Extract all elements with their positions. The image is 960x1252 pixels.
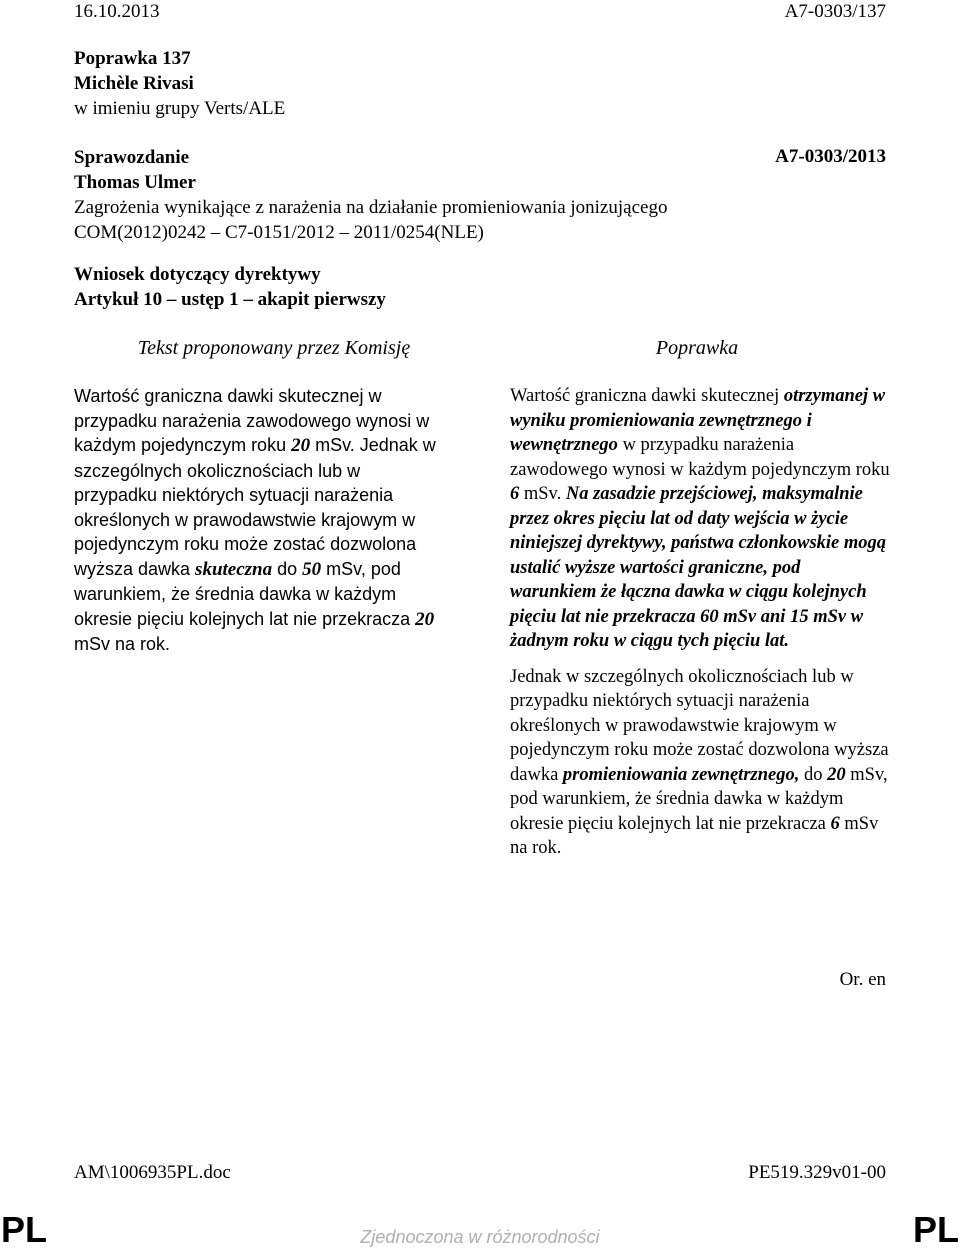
amendment-paragraph-1 (510, 384, 890, 654)
header-date: 16.10.2013 (74, 1, 160, 22)
proposal-line-1: Wniosek dotyczący dyrektywy (74, 264, 321, 285)
text-run: do (799, 764, 828, 785)
text-run: mSv. Jednak w szczególnych okolicznościach lub w przypadku niektórych sytuacji narażenia określonych w prawodawstwie krajowym w pojedynczym roku może zostać dozwolona wyższa dawka (74, 435, 436, 579)
text-run: Wartość graniczna dawki skutecznej (510, 386, 784, 406)
text-run: mSv na rok. (510, 813, 879, 858)
text-run: Wartość graniczna dawki skutecznej w przypadku narażenia zawodowego wynosi w każdym pojedynczym roku (74, 386, 430, 455)
text-run-bold-italic: promieniowania zewnętrznego, (562, 764, 800, 785)
proposal-block (74, 262, 386, 312)
amendment-paragraph-2 (510, 665, 890, 861)
text-run-bold-italic: 6 (510, 484, 520, 504)
report-block (74, 145, 886, 245)
report-subject: Zagrożenia wynikające z narażenia na działanie promieniowania jonizującego (74, 197, 668, 218)
language-code-left: PL (1, 1209, 48, 1250)
header-reference: A7-0303/137 (784, 1, 886, 22)
report-procedure: COM(2012)0242 – C7-0151/2012 – 2011/0254(NLE) (74, 222, 484, 243)
text-run-bold-italic: 20 (291, 435, 311, 456)
proposal-line-2: Artykuł 10 – ustęp 1 – akapit pierwszy (74, 289, 386, 310)
text-run: mSv na rok. (74, 634, 171, 654)
footer-filename: AM\1006935PL.doc (74, 1162, 231, 1183)
text-run-bold-italic: skuteczna (195, 558, 273, 580)
text-run: w przypadku narażenia zawodowego wynosi w każdym pojedynczym roku (510, 435, 890, 480)
language-code-right: PL (912, 1209, 959, 1250)
report-label: Sprawozdanie (74, 147, 190, 168)
text-run: Jednak w szczególnych okolicznościach lub w przypadku niektórych sytuacji narażenia określonych w prawodawstwie krajowym w pojedynczym roku może zostać dozwolona wyższa dawka (510, 666, 889, 785)
text-run-bold-italic: 20 (415, 608, 435, 630)
text-run-bold-italic: 20 (827, 764, 846, 785)
report-rapporteur: Thomas Ulmer (74, 172, 196, 193)
text-run-bold-italic: 50 (302, 558, 322, 580)
text-run: mSv, pod warunkiem, że średnia dawka w każdym okresie pięciu kolejnych lat nie przekracza (510, 764, 888, 834)
text-run: do (272, 558, 303, 579)
text-run: mSv. (519, 484, 566, 504)
text-run-bold-italic: 6 (830, 813, 840, 834)
text-run: mSv, pod warunkiem, że średnia dawka w każdym okresie pięciu kolejnych lat nie przekracza (74, 558, 416, 629)
commission-text-heading: Tekst proponowany przez Komisję (137, 337, 411, 359)
text-run-bold-italic: otrzymanej w wyniku promieniowania zewnętrznego i wewnętrznego (510, 386, 886, 455)
amendment-text (510, 384, 890, 872)
amendment-group: w imieniu grupy Verts/ALE (74, 98, 286, 119)
footer-pe-number: PE519.329v01-00 (748, 1162, 886, 1183)
report-reference: A7-0303/2013 (775, 146, 886, 167)
amendment-title: Poprawka 137 (74, 48, 191, 69)
amendment-heading: Poprawka (655, 337, 739, 359)
amendment-block (74, 46, 285, 121)
eu-motto: Zjednoczona w różnorodności (360, 1227, 600, 1247)
commission-text (74, 384, 446, 657)
text-run-bold-italic: Na zasadzie przejściowej, maksymalnie przez okres pięciu lat od daty wejścia w życie niniejszej dyrektywy, państwa członkowskie mogą ustalić wyższe wartości graniczne, pod warunkiem że łączna dawka w ciągu kolejnych pięciu lat nie przekracza 60 mSv ani 15 mSv w żadnym roku w ciągu tych pięciu lat. (510, 484, 887, 651)
original-language: Or. en (839, 969, 886, 990)
amendment-author: Michèle Rivasi (74, 73, 194, 94)
